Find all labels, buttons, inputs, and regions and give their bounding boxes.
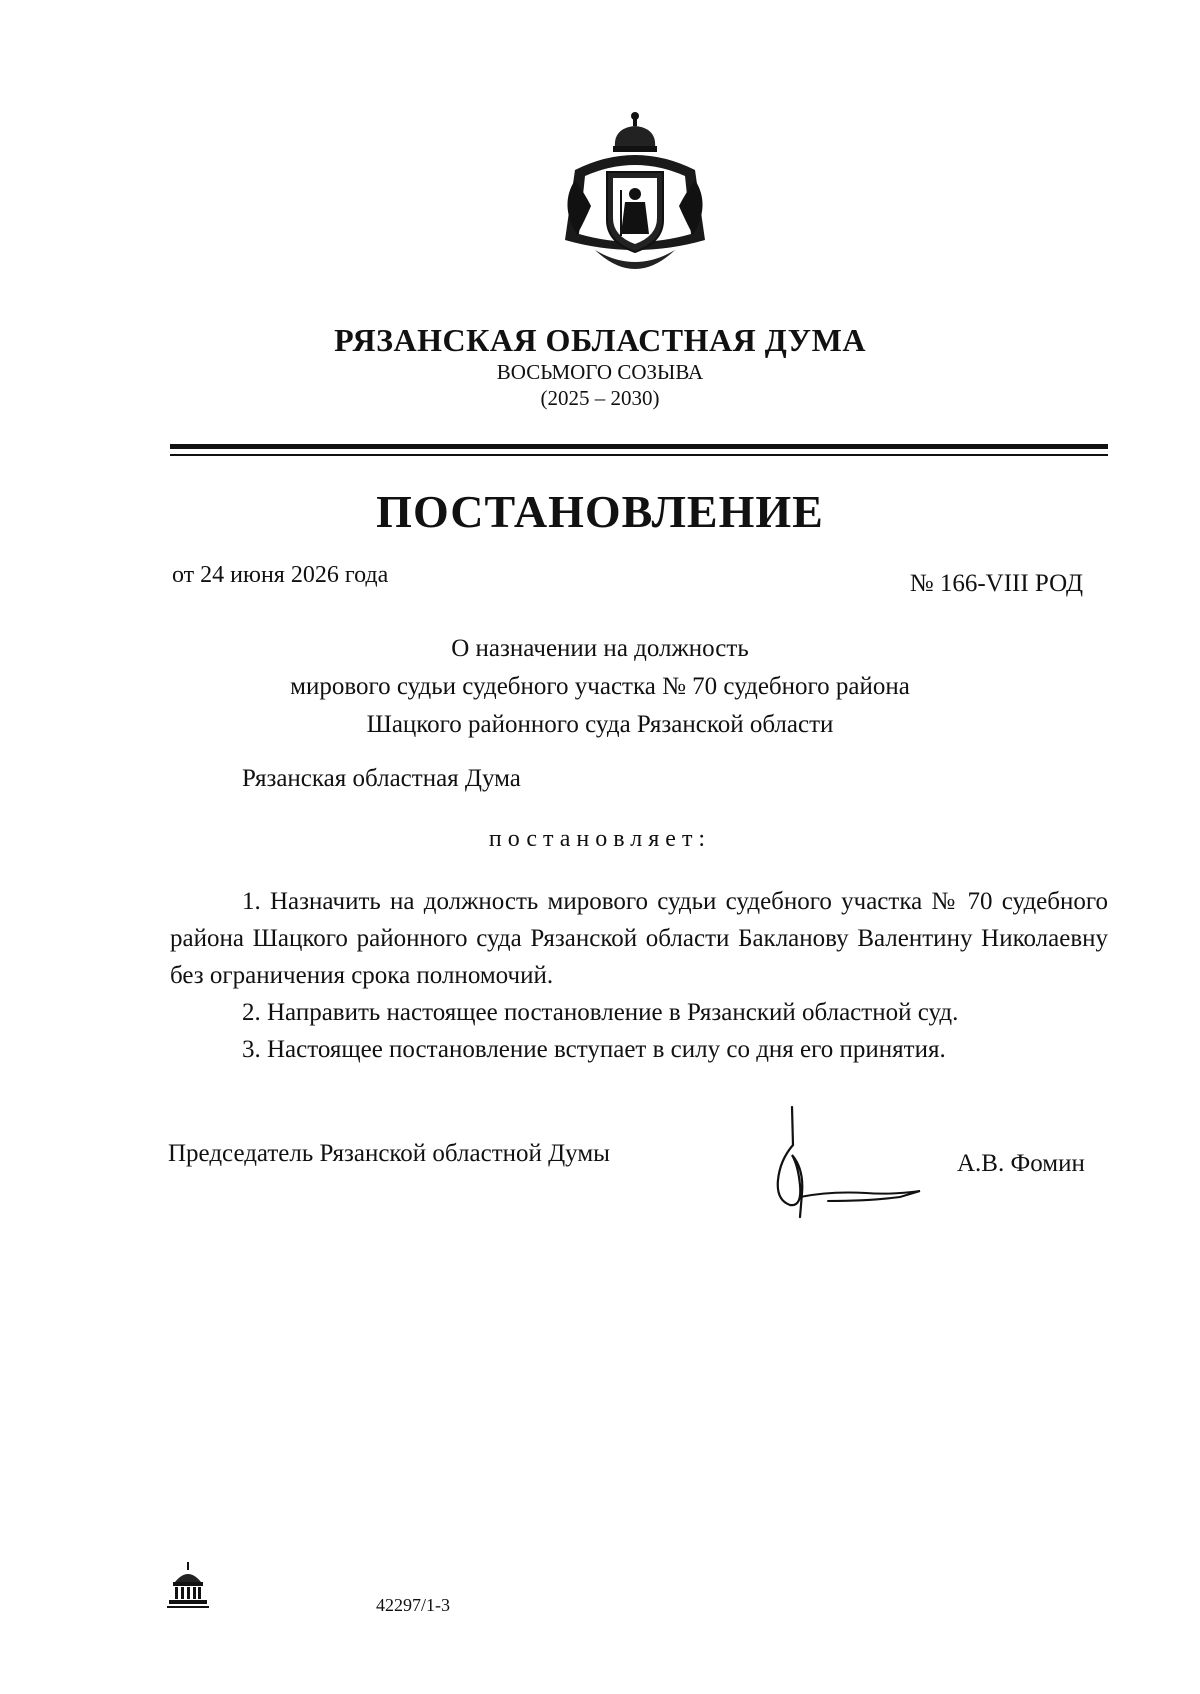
preamble: Рязанская областная Дума (242, 765, 521, 792)
coat-of-arms-emblem (555, 110, 715, 290)
signatory-title: Председатель Рязанской областной Думы (168, 1140, 610, 1167)
document-subject (0, 630, 1200, 744)
resolution-item: 2. Направить настоящее постановление в Рязанский областной суд. (242, 999, 959, 1026)
signatory-name: А.В. Фомин (957, 1150, 1085, 1177)
signature-icon (770, 1105, 940, 1220)
document-registration-code: 42297/1-3 (376, 1595, 450, 1615)
header-divider-thin (170, 454, 1108, 456)
document-date: от 24 июня 2026 года (172, 562, 389, 588)
convocation-label: ВОСЬМОГО СОЗЫВА (496, 360, 704, 384)
document-number: № 166-VIII РОД (909, 570, 1083, 597)
header-divider-thick (170, 444, 1108, 449)
resolution-item: 3. Настоящее постановление вступает в силу со дня его принятия. (242, 1036, 946, 1063)
resolution-item: 1. Назначить на должность мирового судьи судебного участка № 70 судебного района Шацкого районного суда Рязанской области Бакланову Валентину Николаевну без ограничения срока полномочий. (170, 888, 1108, 989)
organization-name: РЯЗАНСКАЯ ОБЛАСТНАЯ ДУМА (334, 322, 866, 358)
subject-line: О назначении на должность (451, 635, 749, 662)
resolution-items (170, 883, 1108, 1068)
subject-line: Шацкого районного суда Рязанской области (366, 711, 834, 738)
coat-of-arms-icon (555, 110, 715, 290)
handwritten-signature (770, 1105, 940, 1220)
resolves-label: постановляет: (488, 826, 712, 852)
duma-building-logo-icon (165, 1560, 211, 1610)
document-type-title: ПОСТАНОВЛЕНИЕ (376, 486, 824, 537)
duma-building-icon (165, 1560, 211, 1610)
term-years: (2025 – 2030) (540, 386, 660, 410)
subject-line: мирового судьи судебного участка № 70 судебного района (290, 673, 910, 700)
